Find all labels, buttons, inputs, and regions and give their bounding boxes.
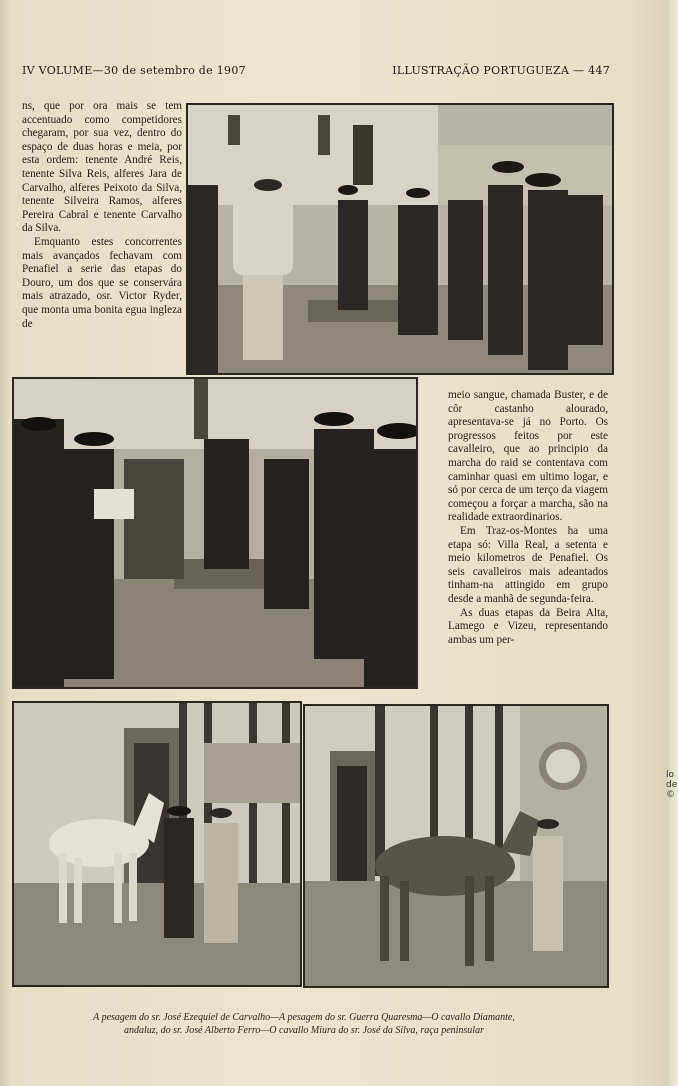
photo-weighing-carvalho	[186, 103, 614, 375]
photo-caption	[20, 1012, 588, 1037]
photo-4-illustration	[305, 706, 607, 986]
paragraph: Em Traz-os-Montes ha uma etapa só: Villa Real, a setenta e meio kilometros de Penafiel. Os seis cavalleiros mais adeantados tinham-na attingido em grupo desde a manhã de segunda-feira.	[448, 524, 608, 605]
paragraph: meio sangue, chamada Buster, e de côr castanho alourado, apresentava-se já no Porto. Os progressos feitos por este cavalleiro, que ao principio da marcha do raid se contentava com caminhar quasi em ultimo logar, e só por cerca de um terço da viagem começou a forçar a marcha, são na realidade extraordinarios.	[448, 389, 608, 524]
photo-horse-miura	[303, 704, 609, 988]
paragraph: ns, que por ora mais se tem accentuado como competidores chegaram, por sua vez, dentro do espaço de duas horas e meia, por esta ordem: tenente André Reis, tenente Silva Reis, alferes Jara de Carvalho, alferes Peixoto da Silva, tenente Silveira Ramos, alferes Pereira Cabral e tenente Carvalho da Silva.	[22, 100, 182, 235]
caption-line: andaluz, do sr. José Alberto Ferro—O cavallo Miura do sr. José da Silva, raça peninsular	[124, 1024, 484, 1036]
page-header	[22, 64, 610, 82]
article-column-2	[448, 389, 608, 647]
photo-2-illustration	[14, 379, 416, 687]
adjacent-page-edge	[666, 0, 678, 1086]
photo-3-illustration	[14, 703, 300, 985]
paragraph: Emquanto estes concorrentes mais avançados fechavam com Penafiel a serie das etapas do Douro, um dos que se conservára mais atrazado, osr. Victor Ryder, que monta uma bonita egua ingleza de	[22, 235, 182, 330]
paragraph: As duas etapas da Beira Alta, Lamego e Vizeu, representando ambas um per-	[448, 606, 608, 646]
photo-1-illustration	[188, 105, 612, 373]
volume-date: IV VOLUME—30 de setembro de 1907	[22, 64, 246, 77]
publication-title: ILLUSTRAÇÃO PORTUGUEZA — 447	[392, 64, 610, 77]
article-column-1	[22, 100, 182, 331]
adjacent-page-text: lo de ©	[666, 770, 678, 800]
caption-line: A pesagem do sr. José Ezequiel de Carvalho—A pesagem do sr. Guerra Quaresma—O cavallo Diamante,	[93, 1012, 515, 1023]
photo-weighing-quaresma	[12, 377, 418, 689]
photo-horse-diamante	[12, 701, 302, 987]
